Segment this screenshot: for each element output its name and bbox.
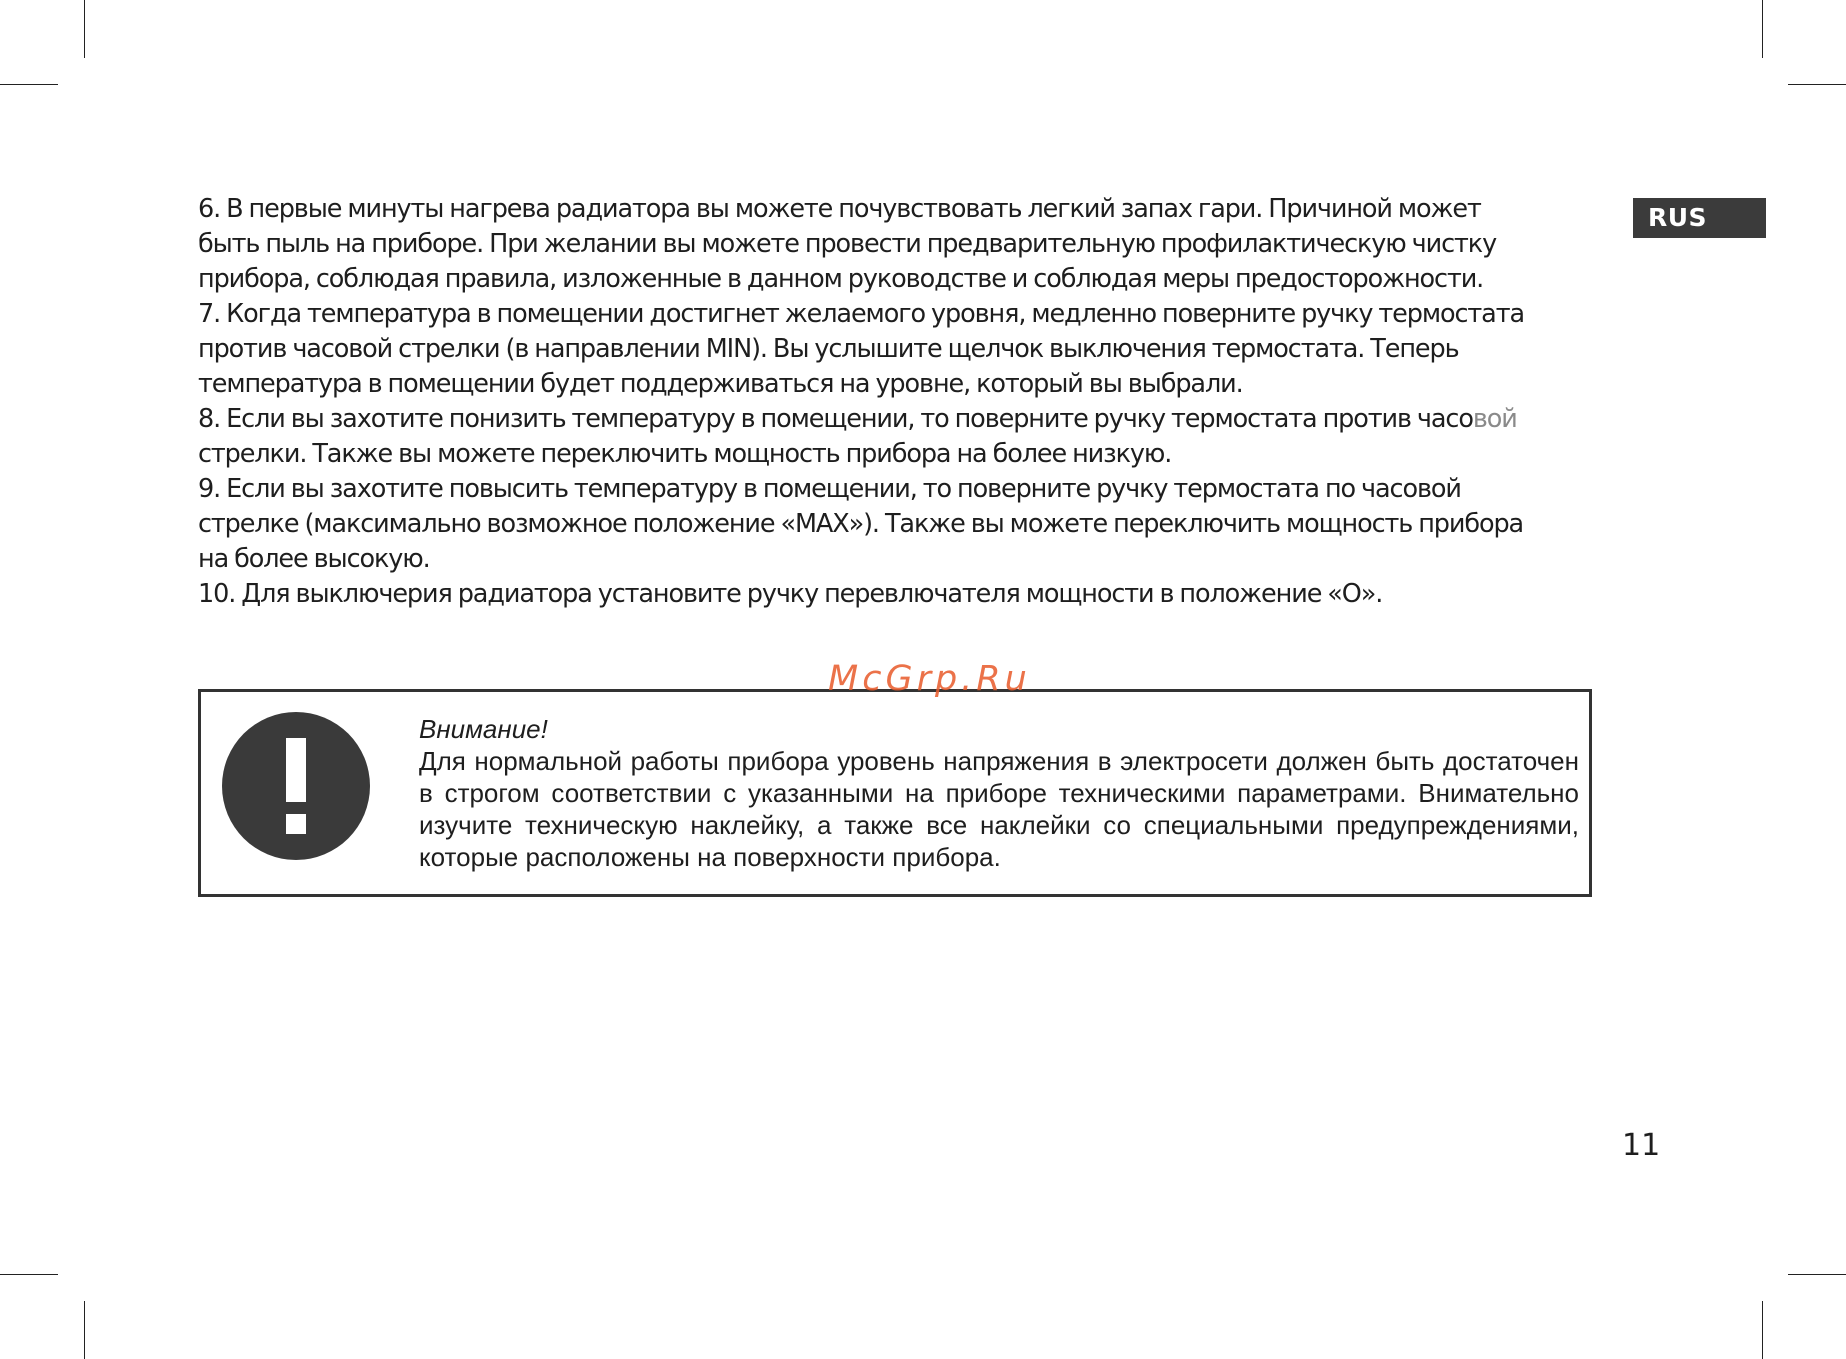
paragraph-6-line-2: быть пыль на приборе. При желании вы можете провести предварительную профилактическую чистку — [198, 229, 1497, 259]
paragraph-7-line-1: 7. Когда температура в помещении достигнет желаемого уровня, медленно поверните ручку термостата — [198, 299, 1524, 329]
crop-mark-top-right-vertical — [1762, 0, 1763, 58]
paragraph-9-line-3: на более высокую. — [198, 544, 430, 574]
paragraph-10-line-1: 10. Для выключерия радиатора установите ручку перевлючателя мощности в положение «O». — [198, 579, 1383, 609]
crop-mark-bottom-right-horizontal — [1788, 1274, 1846, 1275]
paragraph-8-line-1-main: 8. Если вы захотите понизить температуру в помещении, то поверните ручку термостата против часо — [198, 404, 1473, 434]
paragraph-6-line-3: прибора, соблюдая правила, изложенные в данном руководстве и соблюдая меры предосторожности. — [198, 264, 1484, 294]
warning-body: Для нормальной работы прибора уровень напряжения в электросети должен быть достаточен в строгом соответствии с указанными на приборе техническими параметрами. Внимательно изучите техническую наклейку, а также все наклейки со специальными предупреждениями, которые расположены на поверхности прибора. — [419, 746, 1579, 872]
crop-mark-top-left-horizontal — [0, 84, 58, 85]
crop-mark-bottom-left-horizontal — [0, 1274, 58, 1275]
watermark: McGrp.Ru — [828, 659, 1031, 699]
crop-mark-bottom-left-vertical — [84, 1301, 85, 1359]
crop-mark-top-left-vertical — [84, 0, 85, 58]
crop-mark-top-right-horizontal — [1788, 84, 1846, 85]
paragraph-9-line-1: 9. Если вы захотите повысить температуру в помещении, то поверните ручку термостата по часовой — [198, 474, 1461, 504]
paragraph-6-line-1: 6. В первые минуты нагрева радиатора вы можете почувствовать легкий запах гари. Причиной может — [198, 194, 1481, 224]
paragraph-7-line-3: температура в помещении будет поддерживаться на уровне, который вы выбрали. — [198, 369, 1243, 399]
crop-mark-bottom-right-vertical — [1762, 1301, 1763, 1359]
page-number: 11 — [1622, 1128, 1661, 1163]
warning-text — [419, 713, 1579, 873]
exclamation-circle-icon — [222, 712, 370, 860]
paragraph-7-line-2: против часовой стрелки (в направлении MIN). Вы услышите щелчок выключения термостата. Теперь — [198, 334, 1459, 364]
paragraph-9-line-2: стрелке (максимально возможное положение «MAX»). Также вы можете переключить мощность прибора — [198, 509, 1524, 539]
warning-title: Внимание! — [419, 714, 548, 744]
language-tab: RUS — [1633, 198, 1766, 238]
instructions-text — [198, 192, 1618, 612]
paragraph-8-line-1 — [198, 402, 1618, 437]
paragraph-8-line-2: стрелки. Также вы можете переключить мощность прибора на более низкую. — [198, 439, 1172, 469]
paragraph-8-line-1-faded: вой — [1472, 404, 1517, 434]
